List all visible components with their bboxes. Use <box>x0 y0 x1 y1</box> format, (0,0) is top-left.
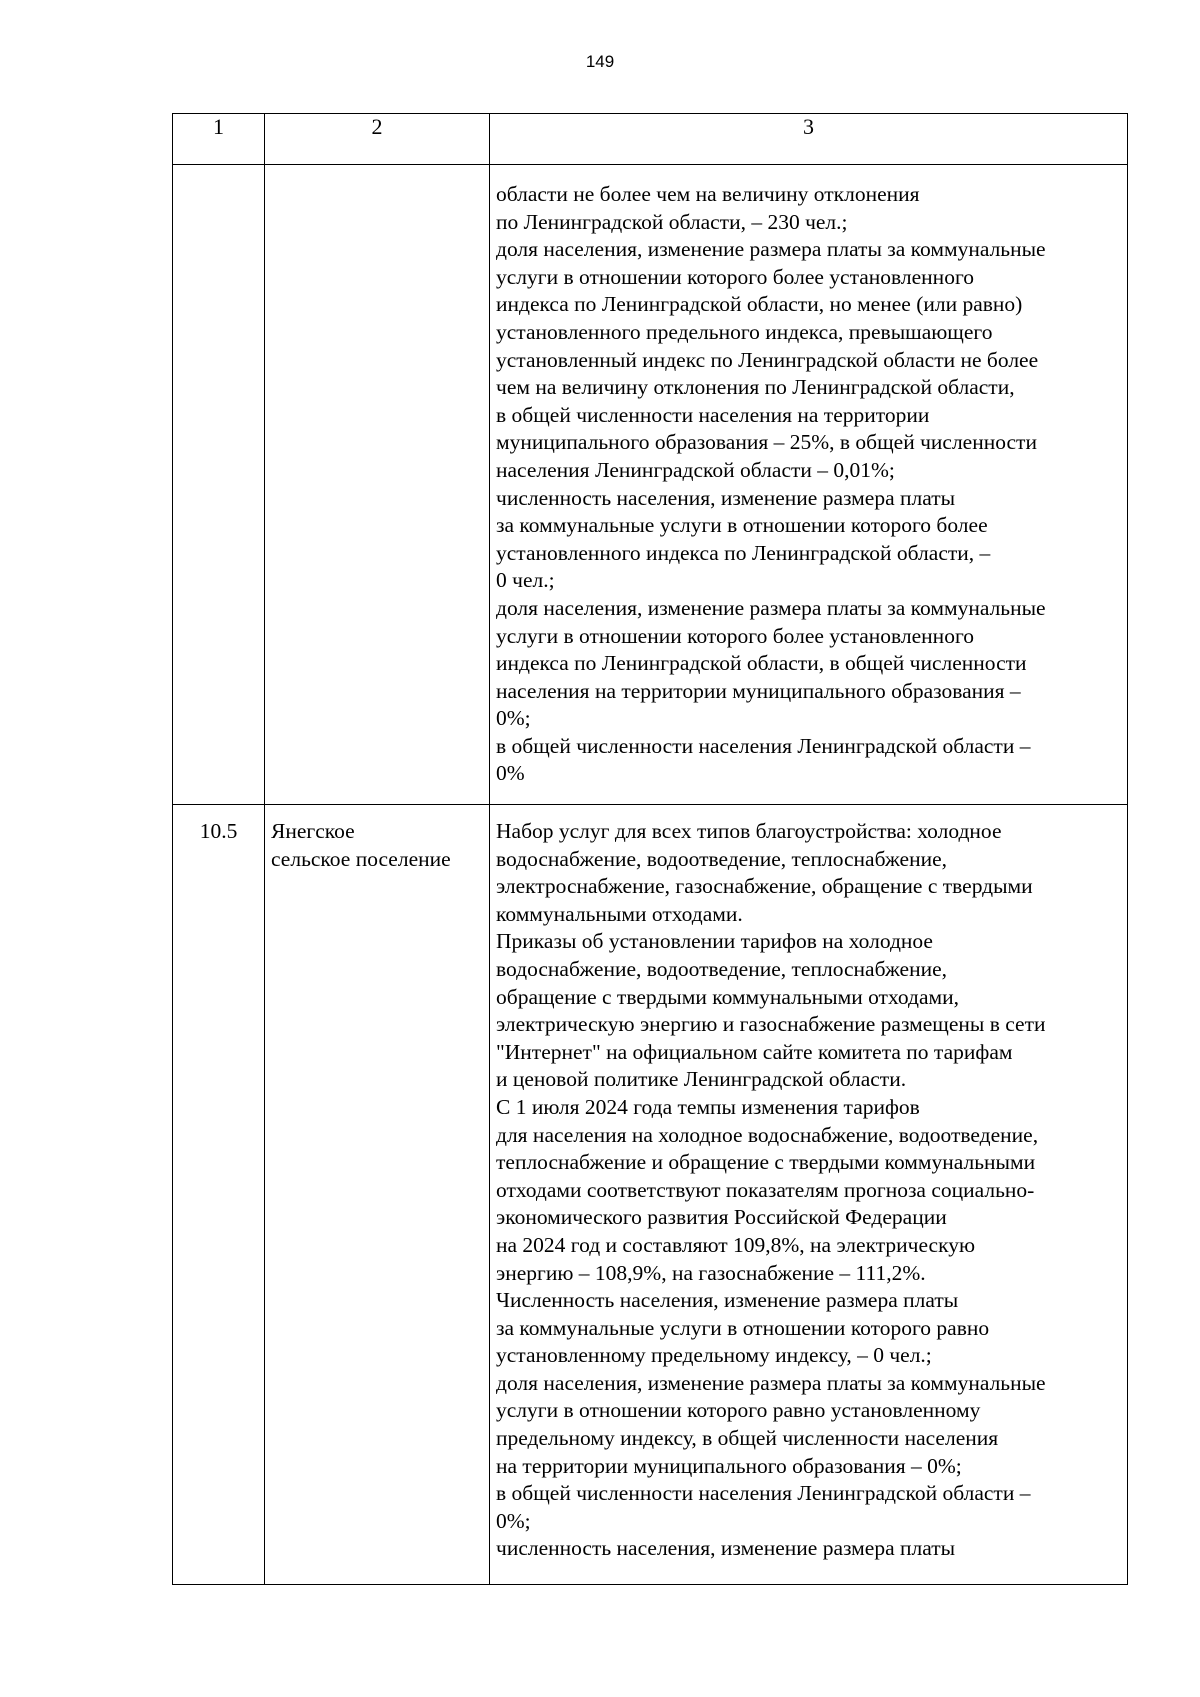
page-number: 149 <box>585 52 615 71</box>
text-line: на территории муниципального образования – 0%; <box>496 1453 962 1478</box>
column-header-2: 2 <box>265 114 490 165</box>
text-line: индекса по Ленинградской области, в общей численности <box>496 651 1027 676</box>
table-header-row <box>173 114 1128 165</box>
settlement-name-cell <box>265 165 490 805</box>
text-line: С 1 июля 2024 года темпы изменения тарифов <box>496 1094 920 1119</box>
text-line: 0 чел.; <box>496 568 555 593</box>
table-row <box>173 805 1128 1585</box>
text-line: доля населения, изменение размера платы за коммунальные <box>496 595 1046 620</box>
description-text <box>496 818 1127 1563</box>
text-line: и ценовой политике Ленинградской области. <box>496 1067 907 1092</box>
text-line: установленного предельного индекса, превышающего <box>496 319 993 344</box>
text-line: водоснабжение, водоотведение, теплоснабжение, <box>496 846 948 871</box>
text-line: обращение с твердыми коммунальными отходами, <box>496 984 959 1009</box>
text-line: численность населения, изменение размера платы <box>496 1536 956 1561</box>
text-line: теплоснабжение и обращение с твердыми коммунальными <box>496 1150 1036 1175</box>
text-line: области не более чем на величину отклонения <box>496 182 920 206</box>
text-line: для населения на холодное водоснабжение, водоотведение, <box>496 1122 1039 1147</box>
text-line: в общей численности населения на территории <box>496 402 930 427</box>
column-header-3: 3 <box>490 114 1128 165</box>
text-line: на 2024 год и составляют 109,8%, на электрическую <box>496 1232 976 1257</box>
text-line: установленный индекс по Ленинградской области не более <box>496 347 1039 372</box>
text-line: за коммунальные услуги в отношении которого равно <box>496 1315 990 1340</box>
text-line: чем на величину отклонения по Ленинградской области, <box>496 375 1015 400</box>
settlement-name <box>271 818 489 873</box>
text-line: в общей численности населения Ленинградской области – <box>496 733 1031 758</box>
row-number-cell <box>173 165 265 805</box>
text-line: Приказы об установлении тарифов на холодное <box>496 929 933 954</box>
text-line: электроснабжение, газоснабжение, обращение с твердыми <box>496 874 1033 899</box>
description-cell <box>490 805 1128 1585</box>
row-number-cell: 10.5 <box>173 805 265 1585</box>
text-line: численность населения, изменение размера платы <box>496 485 956 510</box>
description-text <box>490 165 1127 788</box>
text-line: 0% <box>496 761 525 786</box>
text-line: населения на территории муниципального образования – <box>496 678 1021 703</box>
text-line: 0%; <box>496 1508 531 1533</box>
text-line: экономического развития Российской Федерации <box>496 1205 947 1230</box>
text-line: энергию – 108,9%, на газоснабжение – 111,2%. <box>496 1260 926 1285</box>
settlement-name-cell <box>265 805 490 1585</box>
text-line: "Интернет" на официальном сайте комитета по тарифам <box>496 1039 1013 1064</box>
text-line: установленного индекса по Ленинградской области, – <box>496 540 991 565</box>
text-line: водоснабжение, водоотведение, теплоснабжение, <box>496 956 948 981</box>
text-line: коммунальными отходами. <box>496 901 743 926</box>
tariff-table <box>172 113 1128 1585</box>
text-line: услуги в отношении которого более установленного <box>496 623 974 648</box>
text-line: населения Ленинградской области – 0,01%; <box>496 457 895 482</box>
text-line: в общей численности населения Ленинградской области – <box>496 1481 1031 1506</box>
table-row <box>173 165 1128 805</box>
text-line: по Ленинградской области, – 230 чел.; <box>496 209 848 234</box>
text-line: доля населения, изменение размера платы за коммунальные <box>496 1370 1046 1395</box>
text-line: Янегское <box>271 819 355 843</box>
text-line: за коммунальные услуги в отношении которого более <box>496 513 988 538</box>
description-cell <box>490 165 1128 805</box>
text-line: установленному предельному индексу, – 0 чел.; <box>496 1343 932 1368</box>
column-header-1: 1 <box>173 114 265 165</box>
text-line: услуги в отношении которого равно установленному <box>496 1398 981 1423</box>
text-line: индекса по Ленинградской области, но менее (или равно) <box>496 292 1023 317</box>
text-line: предельному индексу, в общей численности населения <box>496 1426 999 1451</box>
text-line: сельское поселение <box>271 846 451 871</box>
text-line: 0%; <box>496 706 531 731</box>
text-line: Численность населения, изменение размера платы <box>496 1288 959 1313</box>
text-line: электрическую энергию и газоснабжение размещены в сети <box>496 1012 1046 1037</box>
text-line: Набор услуг для всех типов благоустройства: холодное <box>496 819 1002 843</box>
text-line: отходами соответствуют показателям прогноза социально- <box>496 1177 1035 1202</box>
text-line: услуги в отношении которого более установленного <box>496 264 974 289</box>
text-line: муниципального образования – 25%, в общей численности <box>496 430 1037 455</box>
text-line: доля населения, изменение размера платы за коммунальные <box>496 237 1046 262</box>
